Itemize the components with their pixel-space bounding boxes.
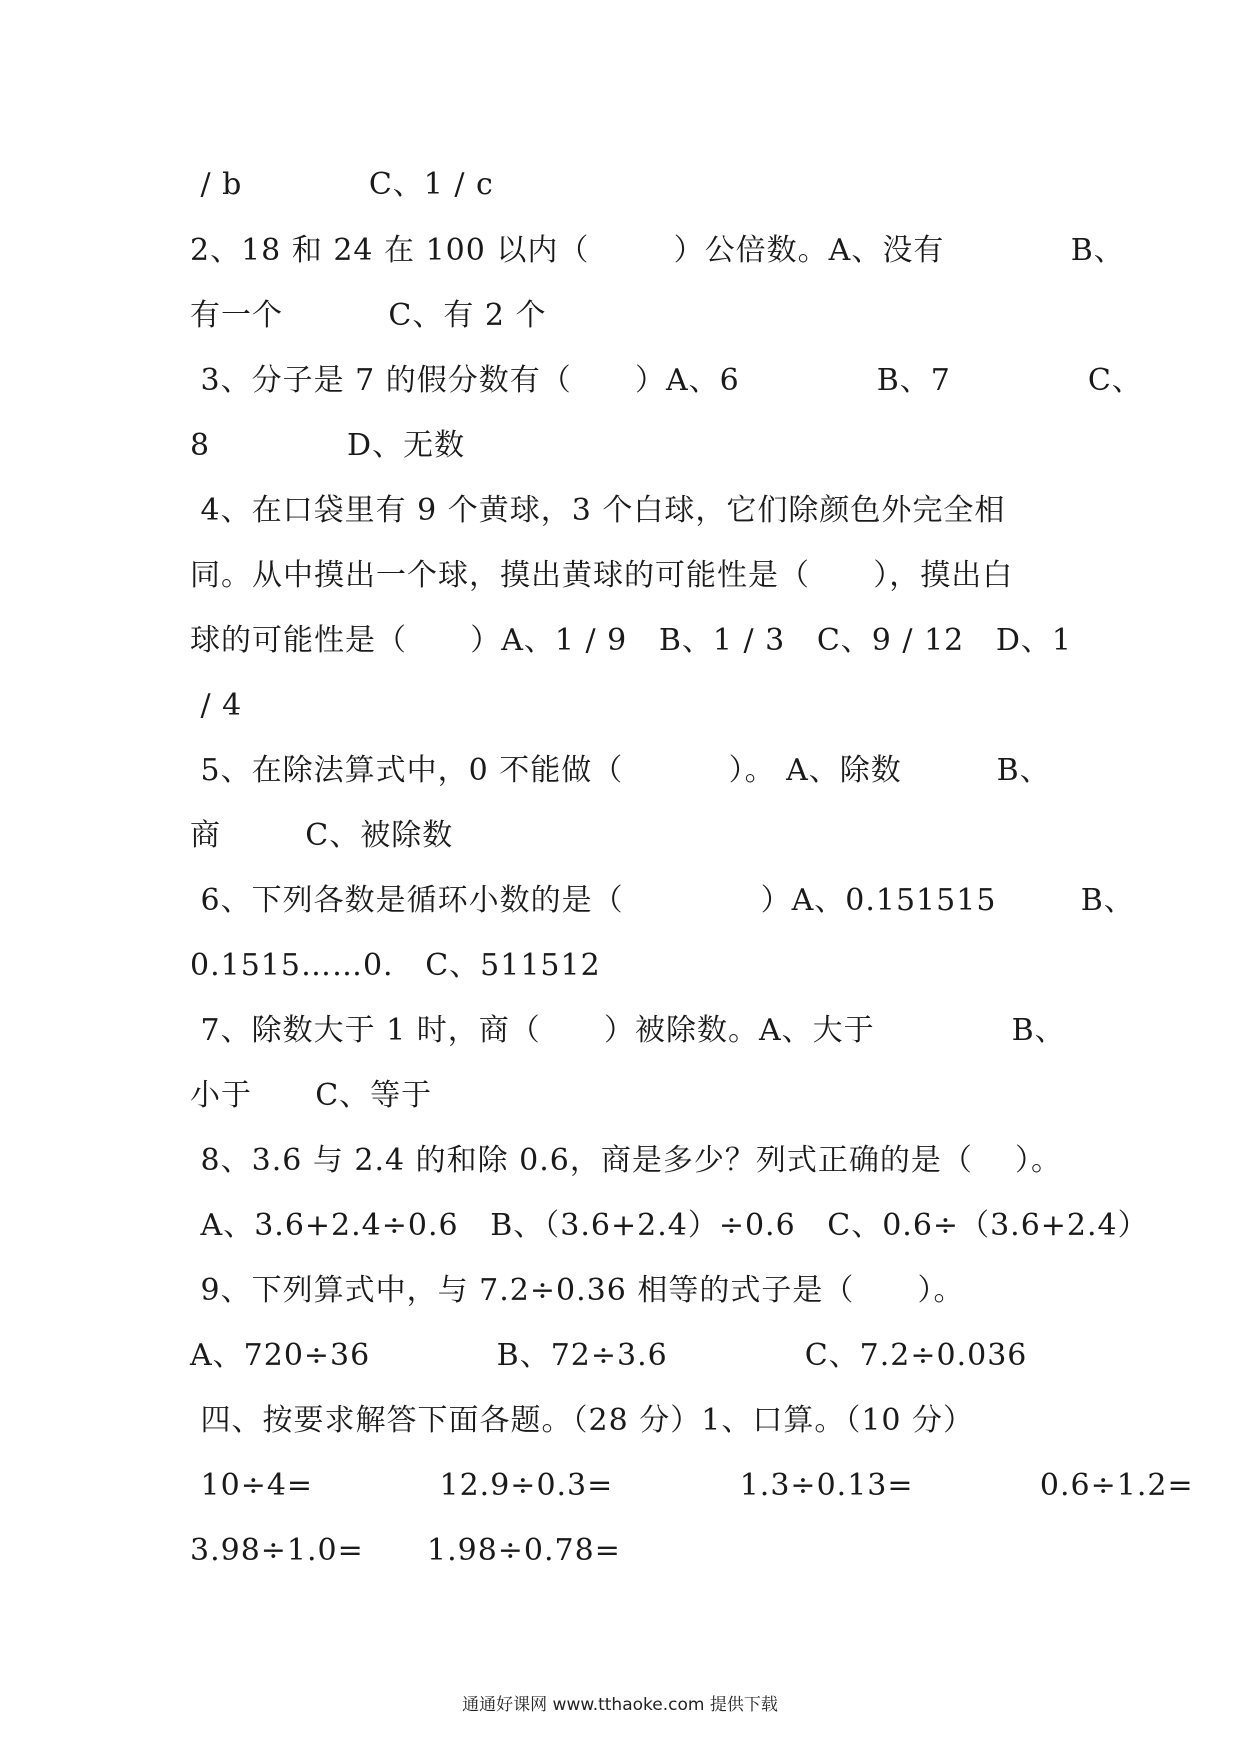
question-4-line-2: 同。从中摸出一个球，摸出黄球的可能性是（ ），摸出白 [190, 558, 1014, 593]
question-6-line: 6、下列各数是循环小数的是（ ）A、0.151515 B、 [190, 883, 1135, 918]
question-5-options: 商 C、被除数 [190, 818, 454, 853]
question-8-options: A、3.6+2.4÷0.6 B、（3.6+2.4）÷0.6 C、0.6÷（3.6+2.4） [190, 1208, 1149, 1243]
question-2-options: 有一个 C、有 2 个 [190, 298, 547, 333]
question-6-options: 0.1515……0. C、511512 [190, 948, 601, 983]
page-footer: 通通好课网 www.tthaoke.com 提供下载 [462, 1695, 778, 1715]
question-7-line: 7、除数大于 1 时，商（ ）被除数。A、大于 B、 [190, 1013, 1066, 1048]
question-7-options: 小于 C、等于 [190, 1078, 433, 1113]
question-2-line: 2、18 和 24 在 100 以内（ ）公倍数。A、没有 B、 [190, 233, 1125, 268]
question-3-options: 8 D、无数 [190, 428, 466, 463]
question-9-line: 9、下列算式中，与 7.2÷0.36 相等的式子是（ ）。 [190, 1273, 965, 1308]
question-8-line: 8、3.6 与 2.4 的和除 0.6，商是多少？列式正确的是（ ）。 [190, 1143, 1063, 1178]
mental-math-row-1: 10÷4= 12.9÷0.3= 1.3÷0.13= 0.6÷1.2= [190, 1468, 1194, 1503]
question-9-options: A、720÷36 B、72÷3.6 C、7.2÷0.036 [190, 1338, 1028, 1373]
question-4-line-4: / 4 [190, 688, 243, 723]
question-4-line: 4、在口袋里有 9 个黄球，3 个白球，它们除颜色外完全相 [190, 493, 1006, 528]
question-4-line-3: 球的可能性是（ ）A、1 / 9 B、1 / 3 C、9 / 12 D、1 [190, 623, 1072, 658]
question-3-line: 3、分子是 7 的假分数有（ ）A、6 B、7 C、 [190, 363, 1143, 398]
section-4-heading: 四、按要求解答下面各题。（28 分）1、口算。（10 分） [190, 1403, 975, 1438]
question-5-line: 5、在除法算式中，0 不能做（ ）。 A、除数 B、 [190, 753, 1051, 788]
mental-math-row-2: 3.98÷1.0= 1.98÷0.78= [190, 1533, 621, 1568]
text-line: / b C、1 / c [190, 167, 494, 202]
